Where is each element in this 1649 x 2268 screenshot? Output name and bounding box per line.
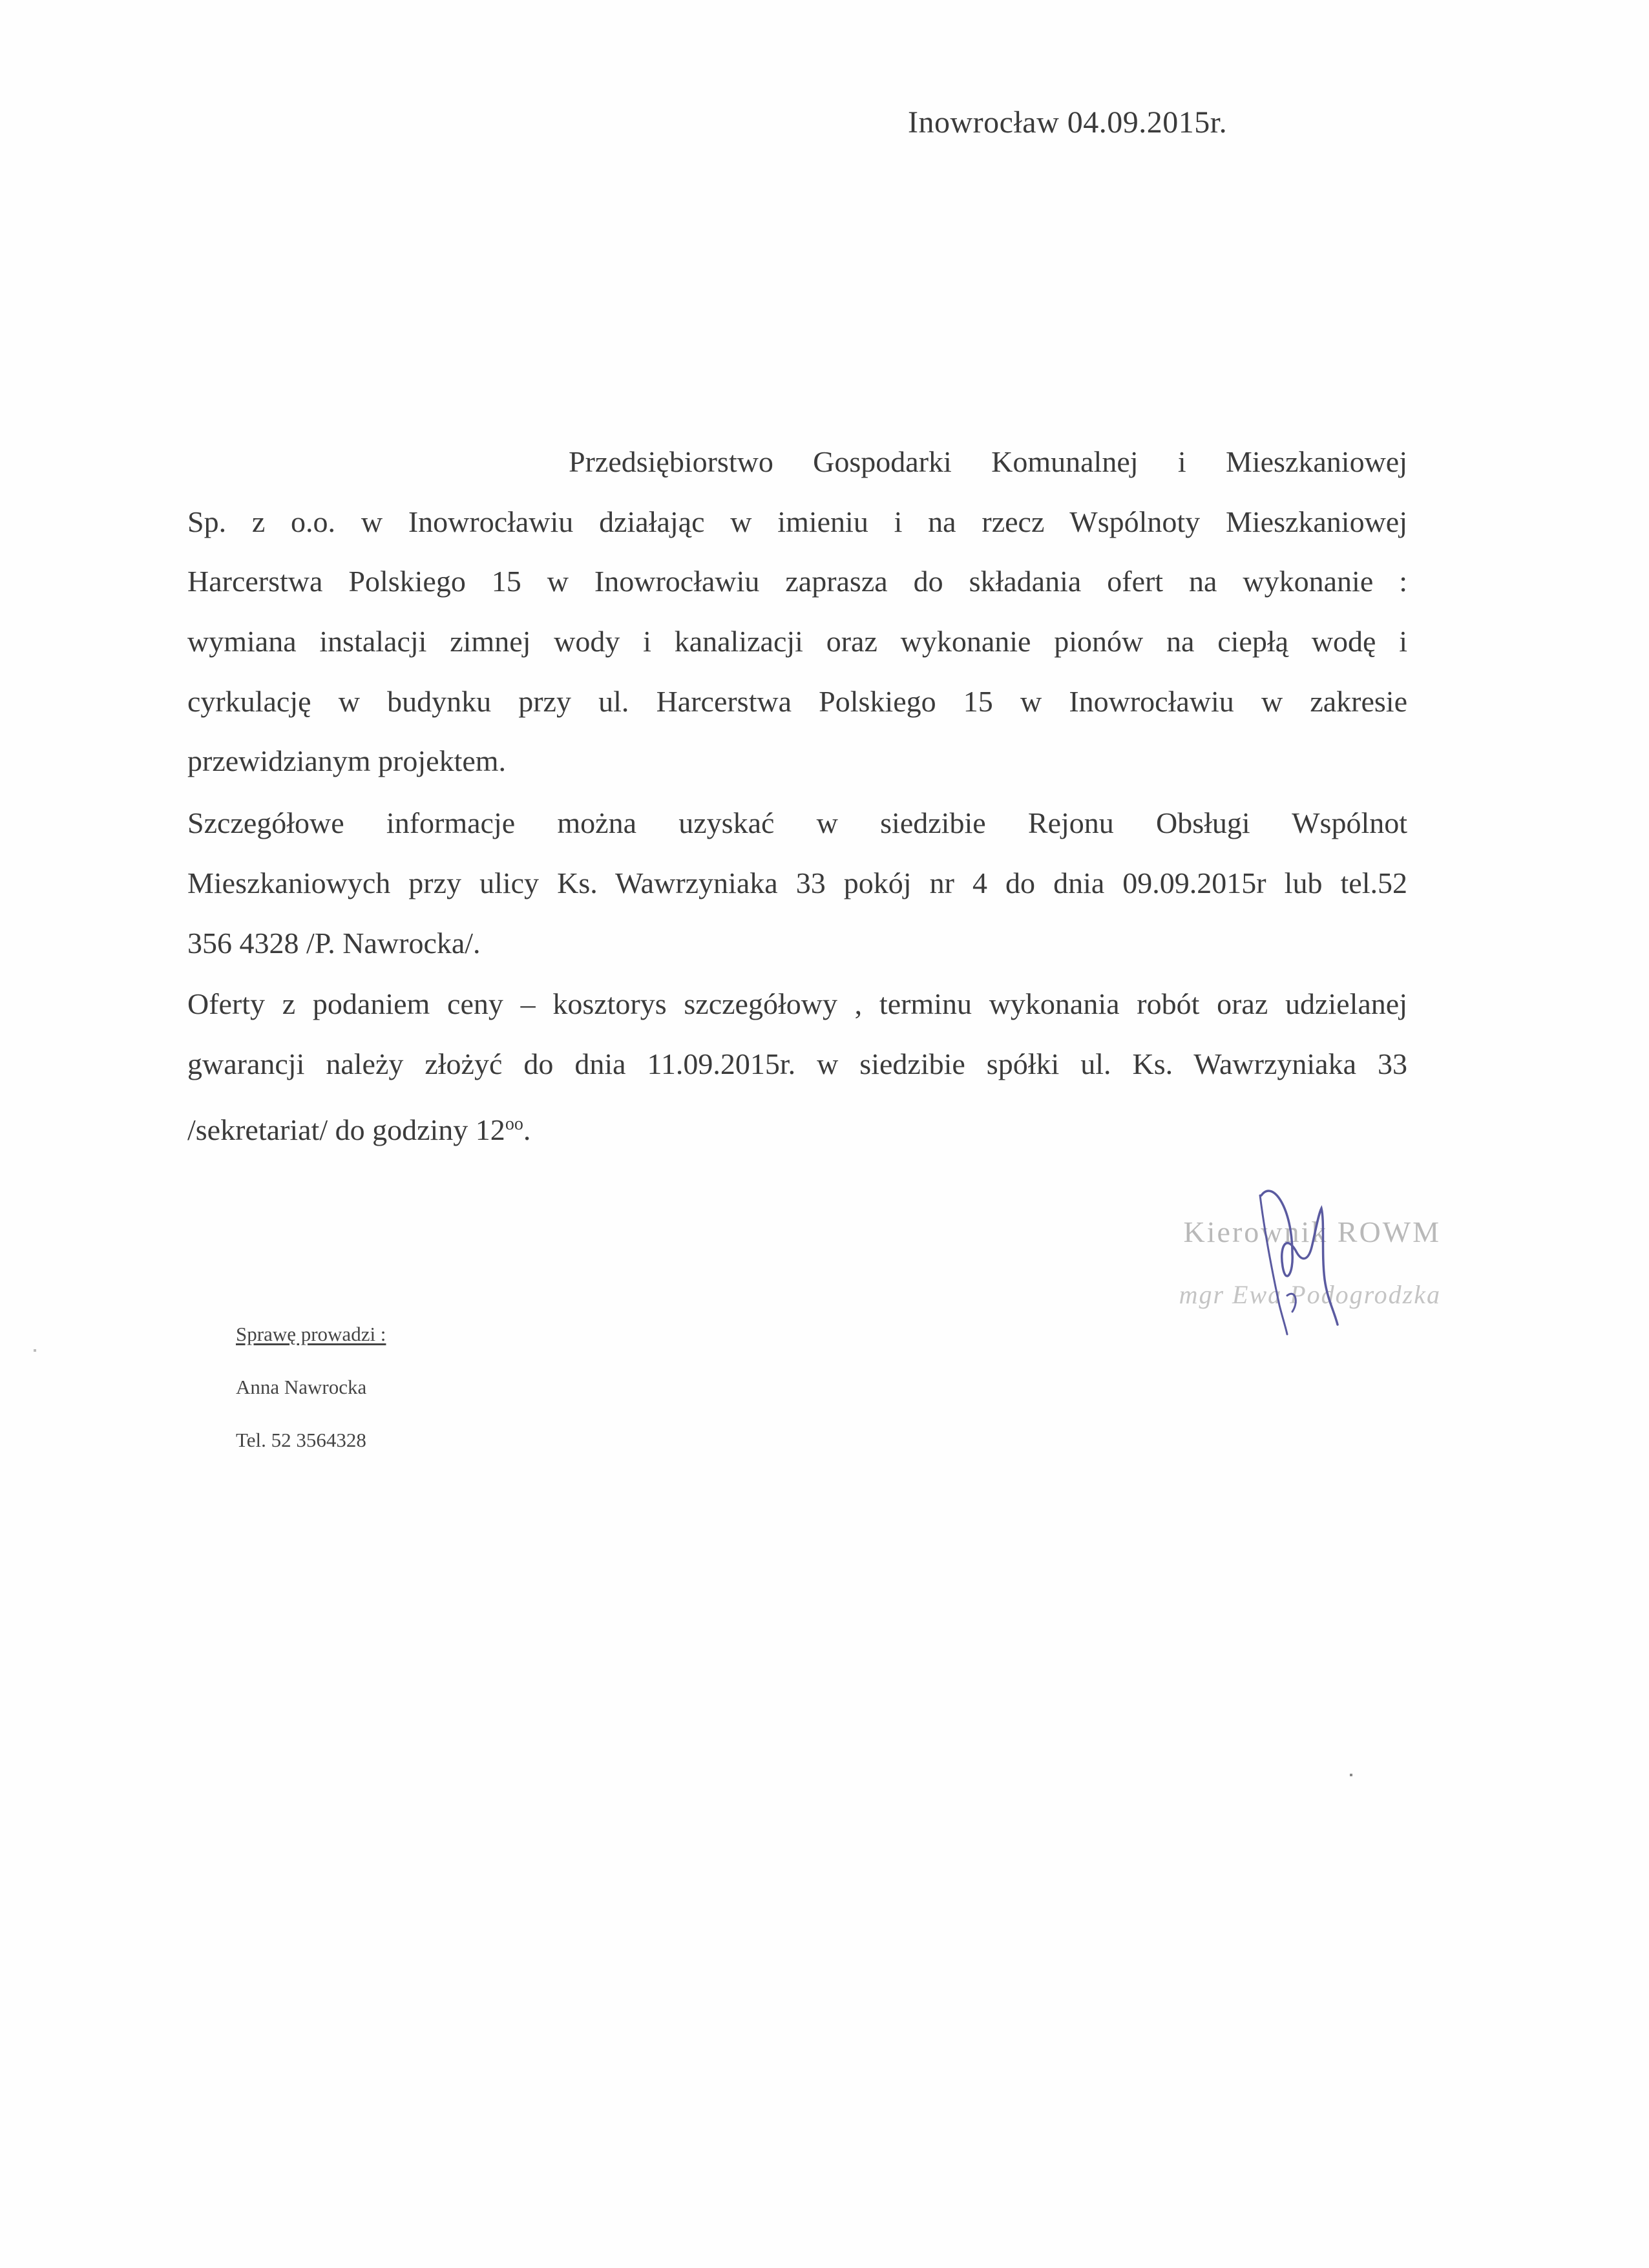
- paragraph1-line: Harcerstwa Polskiego 15 w Inowrocławiu zaprasza do składania ofert na wykonanie :: [187, 565, 1407, 598]
- stamp-name: mgr Ewa Podogrodzka: [1179, 1280, 1441, 1309]
- paragraph2-line: Mieszkaniowych przy ulicy Ks. Wawrzyniaka 33 pokój nr 4 do dnia 09.09.2015r lub tel.52: [187, 866, 1407, 899]
- paragraph3-last-line: [187, 1105, 530, 1144]
- contact-name: Anna Nawrocka: [236, 1376, 367, 1398]
- stamp-title: Kierownik ROWM: [1183, 1215, 1441, 1248]
- scan-speck: [1350, 1774, 1352, 1776]
- closing-period: .: [523, 1113, 531, 1146]
- paragraph1-line: cyrkulację w budynku przy ul. Harcerstwa Polskiego 15 w Inowrocławiu w zakresie: [187, 685, 1407, 718]
- place-and-date: Inowrocław 04.09.2015r.: [908, 105, 1228, 140]
- paragraph2-line: Szczegółowe informacje można uzyskać w siedzibie Rejonu Obsługi Wspólnot: [187, 806, 1407, 839]
- scan-speck: [34, 1349, 36, 1352]
- contact-label: Sprawę prowadzi :: [236, 1323, 386, 1345]
- paragraph3-line: gwarancji należy złożyć do dnia 11.09.2015r. w siedzibie spółki ul. Ks. Wawrzyniaka 33: [187, 1047, 1407, 1080]
- paragraph1-line: wymiana instalacji zimnej wody i kanalizacji oraz wykonanie pionów na ciepłą wodę i: [187, 625, 1407, 658]
- handwritten-signature-icon: [1247, 1182, 1363, 1338]
- paragraph1-line: Przedsiębiorstwo Gospodarki Komunalnej i Mieszkaniowej: [569, 445, 1407, 478]
- contact-phone: Tel. 52 3564328: [236, 1429, 366, 1451]
- paragraph2-line: 356 4328 /P. Nawrocka/.: [187, 927, 481, 960]
- closing-text: /sekretariat/ do godziny 12: [187, 1113, 505, 1146]
- paragraph1-line: Sp. z o.o. w Inowrocławiu działając w imieniu i na rzecz Wspólnoty Mieszkaniowej: [187, 505, 1407, 538]
- hour-superscript: oo: [505, 1114, 523, 1134]
- paragraph1-line: przewidzianym projektem.: [187, 744, 507, 777]
- paragraph3-line: Oferty z podaniem ceny – kosztorys szczegółowy , terminu wykonania robót oraz udzielanej: [187, 987, 1407, 1020]
